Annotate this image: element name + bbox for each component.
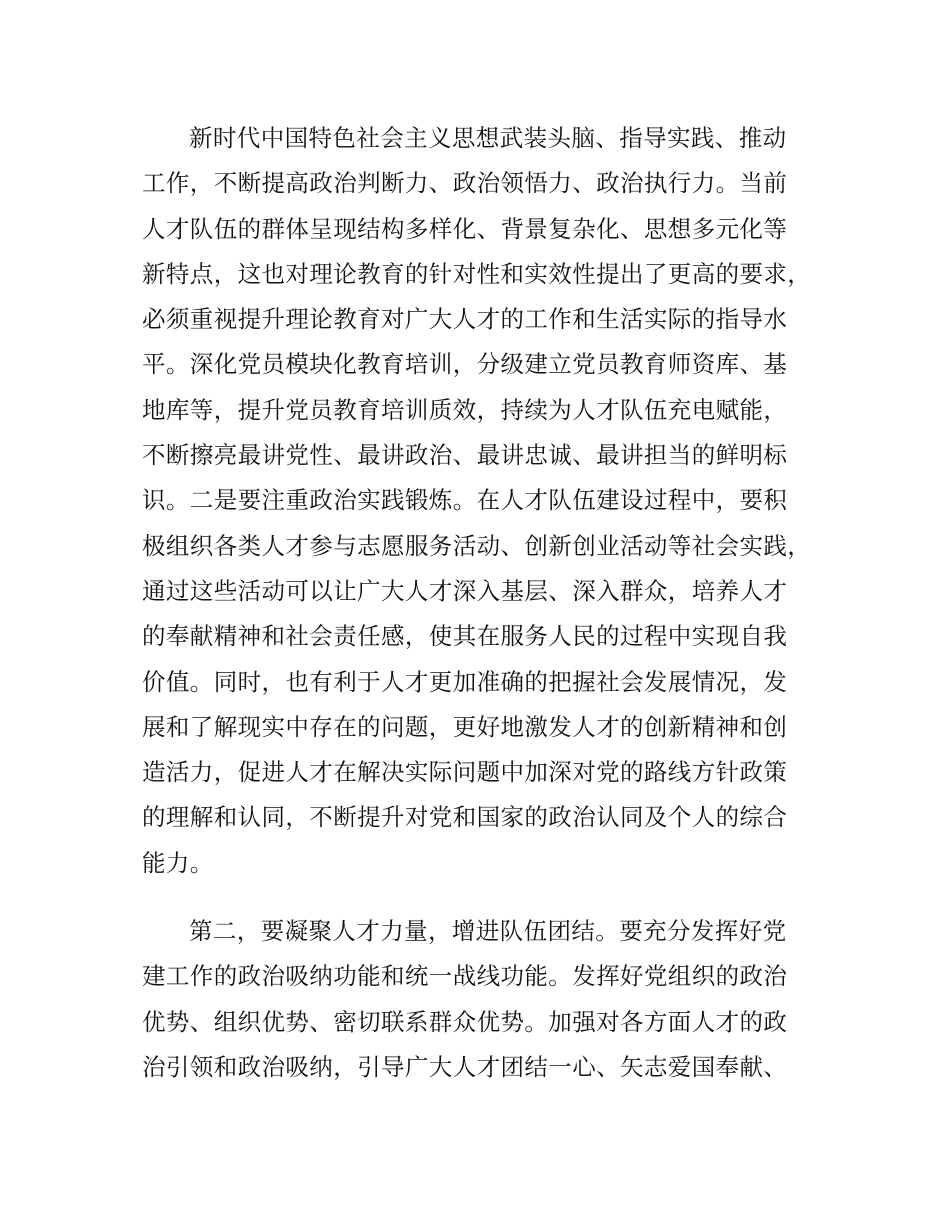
text-line: 平。深化党员模块化教育培训，分级建立党员教育师资库、基 [142, 350, 788, 379]
text-line: 优势、组织优势、密切联系群众优势。加强对各方面人才的政 [142, 1007, 788, 1036]
text-line: 的奉献精神和社会责任感，使其在服务人民的过程中实现自我 [142, 622, 788, 651]
paragraph-spacer [142, 886, 832, 909]
text-line: 人才队伍的群体呈现结构多样化、背景复杂化、思想多元化等 [142, 214, 788, 243]
text-line: 新时代中国特色社会主义思想武装头脑、指导实践、推动 [189, 124, 787, 152]
paragraph-2 [142, 909, 832, 1090]
text-line: 造活力，促进人才在解决实际问题中加深对党的路线方针政策 [142, 758, 788, 787]
paragraph-1 [142, 116, 832, 886]
text-line: 必须重视提升理论教育对广大人才的工作和生活实际的指导水 [142, 305, 788, 334]
body-text [142, 116, 832, 1090]
text-line: 第二，要凝聚人才力量，增进队伍团结。要充分发挥好党 [189, 917, 787, 946]
text-line: 极组织各类人才参与志愿服务活动、创新创业活动等社会实践， [142, 531, 812, 560]
text-line: 展和了解现实中存在的问题，更好地激发人才的创新精神和创 [142, 712, 788, 741]
text-line: 新特点，这也对理论教育的针对性和实效性提出了更高的要求， [142, 259, 812, 288]
text-line: 工作，不断提高政治判断力、政治领悟力、政治执行力。当前 [142, 169, 788, 198]
text-line: 建工作的政治吸纳功能和统一战线功能。发挥好党组织的政治 [142, 962, 788, 991]
text-line: 能力。 [142, 848, 214, 877]
text-line: 地库等，提升党员教育培训质效，持续为人才队伍充电赋能， [142, 395, 788, 424]
text-line: 治引领和政治吸纳，引导广大人才团结一心、矢志爱国奉献、 [142, 1052, 788, 1081]
text-line: 通过这些活动可以让广大人才深入基层、深入群众，培养人才 [142, 576, 788, 605]
text-line: 的理解和认同，不断提升对党和国家的政治认同及个人的综合 [142, 803, 788, 832]
text-line: 识。二是要注重政治实践锻炼。在人才队伍建设过程中，要积 [142, 486, 788, 515]
text-line: 价值。同时，也有利于人才更加准确的把握社会发展情况，发 [142, 667, 788, 696]
text-line: 不断擦亮最讲党性、最讲政治、最讲忠诚、最讲担当的鲜明标 [142, 441, 788, 470]
